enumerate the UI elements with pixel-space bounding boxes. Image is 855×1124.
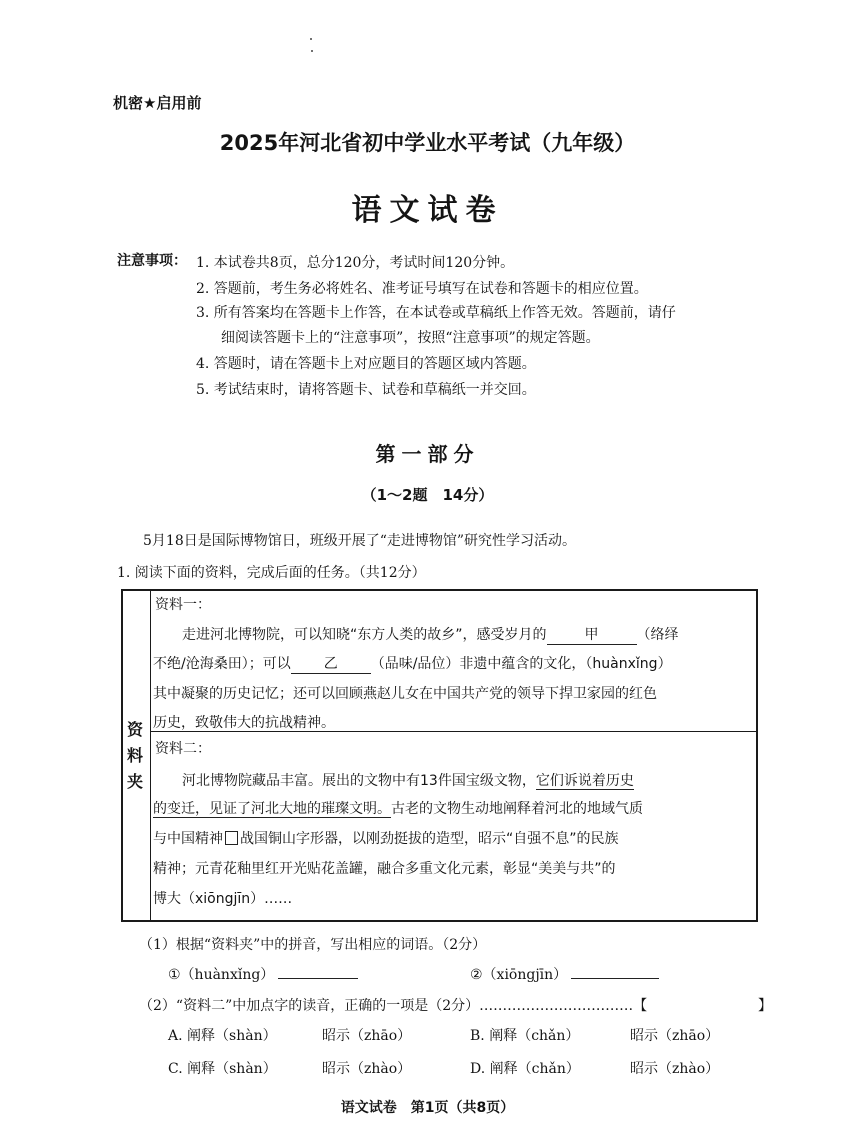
dot-leader: ……………………………	[479, 998, 634, 1014]
choice-c: C. 阐释（shàn）	[168, 1061, 277, 1077]
material2-line2: 的变迁，见证了河北大地的璀璨文明。古老的文物生动地阐释着河北的地域气质	[153, 801, 643, 817]
answer-line[interactable]	[571, 978, 659, 979]
material2-line5: 博大（xiōngjīn）……	[153, 891, 293, 907]
material1-heading: 资料一：	[155, 597, 211, 613]
material2-heading: 资料二：	[155, 741, 211, 757]
notice-item: 1. 本试卷共8页，总分120分，考试时间120分钟。	[196, 255, 515, 271]
choice-d: D. 阐释（chǎn）	[470, 1061, 580, 1077]
notice-label: 注意事项：	[117, 253, 187, 269]
part-range: （1～2题 14分）	[361, 486, 494, 504]
material1-line3: 其中凝聚的历史记忆；还可以回顾燕赵儿女在中国共产党的领导下捍卫家园的红色	[153, 686, 657, 702]
choice-a: A. 阐释（shàn）	[168, 1028, 277, 1044]
scan-speck	[310, 38, 312, 40]
subquestion-1-item-a: ①（huànxǐng）	[168, 964, 358, 984]
blank-yi: 乙	[291, 653, 371, 674]
answer-line[interactable]	[278, 978, 358, 979]
material2-line4: 精神；元青花釉里红开光贴花盖罐，融合多重文化元素，彰显“美美与共”的	[153, 861, 616, 877]
part-title: 第一部分	[375, 442, 480, 466]
punctuation-box	[225, 831, 238, 845]
choice-d-second: 昭示（zhào）	[630, 1061, 720, 1077]
material2-line1: 河北博物院藏品丰富。展出的文物中有13件国宝级文物，它们诉说着历史	[182, 773, 634, 789]
subquestion-1-item-b: ②（xiōngjīn）	[470, 964, 659, 984]
underlined-phrase: 的变迁，见证了河北大地的璀璨文明。	[153, 801, 391, 817]
answer-bracket-open: 【	[633, 998, 648, 1014]
choice-b: B. 阐释（chǎn）	[470, 1028, 580, 1044]
notice-item: 5. 考试结束时，请将答题卡、试卷和草稿纸一并交回。	[196, 382, 536, 398]
subquestion-2: （2）“资料二”中加点字的读音，正确的一项是（2分）……………………………【	[139, 998, 648, 1014]
scan-speck	[311, 50, 313, 52]
material1-line4: 历史，致敬伟大的抗战精神。	[153, 715, 335, 731]
subject-title: 语文试卷	[351, 193, 504, 228]
choice-b-second: 昭示（zhāo）	[630, 1028, 720, 1044]
notice-item: 3. 所有答案均在答题卡上作答，在本试卷或草稿纸上作答无效。答题前，请仔	[196, 305, 676, 321]
notice-item: 4. 答题时，请在答题卡上对应题目的答题区域内答题。	[196, 356, 536, 372]
material1-line1: 走进河北博物院，可以知晓“东方人类的故乡”，感受岁月的 甲 （络绎	[182, 624, 679, 645]
underlined-phrase: 它们诉说着历史	[535, 773, 634, 789]
question-1: 1. 阅读下面的资料，完成后面的任务。（共12分）	[117, 565, 426, 581]
notice-item: 2. 答题前，考生务必将姓名、准考证号填写在试卷和答题卡的相应位置。	[196, 281, 648, 297]
exam-title: 2025年河北省初中学业水平考试（九年级）	[219, 131, 636, 155]
material2-line3: 与中国精神 战国铜山字形器，以刚劲挺拔的造型，昭示“自强不息”的民族	[153, 831, 619, 847]
side-label-char: 资	[127, 720, 144, 739]
secret-label: 机密★启用前	[113, 94, 202, 112]
choice-a-second: 昭示（zhāo）	[322, 1028, 412, 1044]
intro-text: 5月18日是国际博物馆日，班级开展了“走进博物馆”研究性学习活动。	[143, 533, 577, 549]
subquestion-1: （1）根据“资料夹”中的拼音，写出相应的词语。（2分）	[139, 937, 487, 953]
materials-box-side	[123, 591, 151, 920]
material1-line2: 不绝/沧海桑田）；可以 乙 （品味/品位）非遗中蕴含的文化，（huànxǐng）	[153, 653, 672, 674]
blank-jia: 甲	[547, 624, 637, 645]
answer-bracket-close: 】	[758, 998, 772, 1014]
choice-c-second: 昭示（zhào）	[322, 1061, 412, 1077]
notice-item-continued: 细阅读答题卡上的“注意事项”，按照“注意事项”的规定答题。	[221, 330, 600, 346]
side-label-char: 夹	[127, 772, 144, 791]
page-footer: 语文试卷 第1页（共8页）	[340, 1100, 515, 1116]
side-label-char: 料	[127, 746, 144, 765]
